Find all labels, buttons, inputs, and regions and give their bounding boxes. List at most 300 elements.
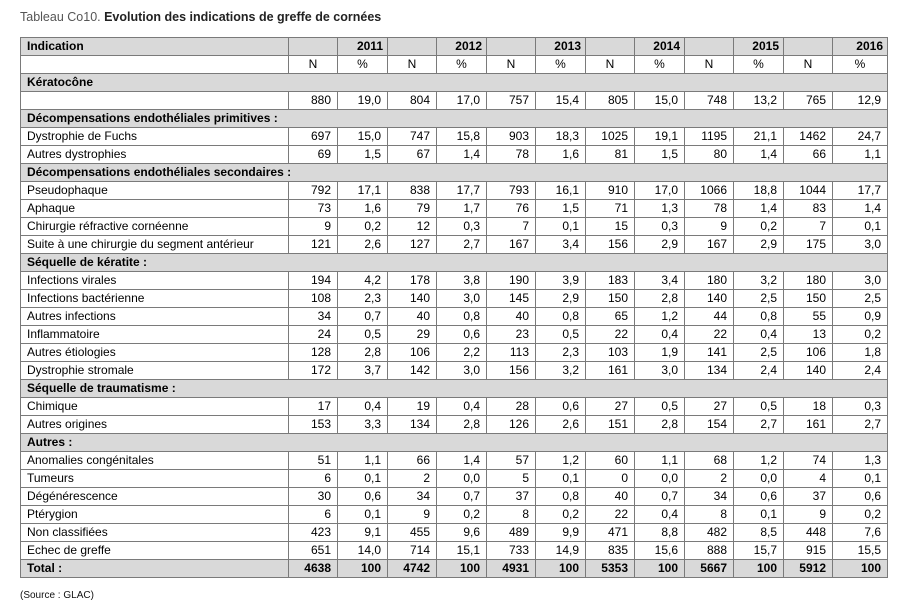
cell-count: 34	[388, 488, 437, 506]
header-pct: %	[338, 56, 388, 74]
cell-count: 714	[388, 542, 437, 560]
cell-count: 9	[289, 218, 338, 236]
header-year-row	[21, 38, 888, 56]
table-row	[21, 506, 888, 524]
cell-percent: 2,9	[536, 290, 586, 308]
header-year-empty	[388, 38, 437, 56]
cell-count: 150	[784, 290, 833, 308]
table-row	[21, 272, 888, 290]
section-title: Décompensations endothéliales primitives :	[21, 110, 888, 128]
cell-percent: 1,1	[635, 452, 685, 470]
cell-count: 73	[289, 200, 338, 218]
cell-percent: 2,5	[833, 290, 888, 308]
cell-count: 40	[586, 488, 635, 506]
table-row	[21, 92, 888, 110]
cell-percent: 2,7	[437, 236, 487, 254]
cell-count: 55	[784, 308, 833, 326]
cell-count: 8	[685, 506, 734, 524]
cell-percent: 0,8	[734, 308, 784, 326]
table-row	[21, 542, 888, 560]
cell-count: 74	[784, 452, 833, 470]
cell-percent: 3,0	[437, 362, 487, 380]
table-row	[21, 488, 888, 506]
cell-count: 140	[388, 290, 437, 308]
table-row	[21, 452, 888, 470]
cell-percent: 1,8	[833, 344, 888, 362]
cell-percent: 9,9	[536, 524, 586, 542]
header-indication: Indication	[21, 38, 289, 56]
cell-count: 37	[487, 488, 536, 506]
cell-count: 24	[289, 326, 338, 344]
total-row	[21, 560, 888, 578]
cell-count: 489	[487, 524, 536, 542]
row-label: Infections virales	[21, 272, 289, 290]
section-title: Autres :	[21, 434, 888, 452]
table-body	[21, 38, 888, 578]
cell-percent: 0,2	[833, 506, 888, 524]
row-label: Chirurgie réfractive cornéenne	[21, 218, 289, 236]
header-year-empty	[487, 38, 536, 56]
cell-percent: 14,9	[536, 542, 586, 560]
table-row	[21, 128, 888, 146]
cell-count: 6	[289, 470, 338, 488]
cell-percent: 1,4	[437, 452, 487, 470]
section-header-row	[21, 164, 888, 182]
cell-count: 8	[487, 506, 536, 524]
cell-percent: 1,2	[734, 452, 784, 470]
cell-count: 27	[586, 398, 635, 416]
table-row	[21, 218, 888, 236]
cell-percent: 0,4	[437, 398, 487, 416]
cell-percent: 3,4	[536, 236, 586, 254]
header-year: 2015	[734, 38, 784, 56]
cell-percent: 0,6	[536, 398, 586, 416]
cell-count: 2	[685, 470, 734, 488]
cell-count: 76	[487, 200, 536, 218]
cell-count: 12	[388, 218, 437, 236]
cell-percent: 1,4	[833, 200, 888, 218]
cell-percent: 0,3	[437, 218, 487, 236]
cell-count: 471	[586, 524, 635, 542]
row-label: Echec de greffe	[21, 542, 289, 560]
header-pct: %	[536, 56, 586, 74]
cell-count: 30	[289, 488, 338, 506]
cell-percent: 2,9	[734, 236, 784, 254]
header-n: N	[388, 56, 437, 74]
cell-percent: 0,6	[338, 488, 388, 506]
cell-count: 733	[487, 542, 536, 560]
header-year: 2014	[635, 38, 685, 56]
cell-percent: 14,0	[338, 542, 388, 560]
table-title-text: Evolution des indications de greffe de cornées	[100, 10, 382, 24]
cell-count: 482	[685, 524, 734, 542]
section-header-row	[21, 110, 888, 128]
cell-percent: 3,9	[536, 272, 586, 290]
row-label: Aphaque	[21, 200, 289, 218]
source-note: (Source : GLAC)	[20, 590, 94, 601]
row-label	[21, 92, 289, 110]
row-label: Autres étiologies	[21, 344, 289, 362]
cell-percent: 15,6	[635, 542, 685, 560]
cell-count: 9	[784, 506, 833, 524]
total-percent: 100	[437, 560, 487, 578]
total-percent: 100	[635, 560, 685, 578]
cell-count: 127	[388, 236, 437, 254]
cell-count: 178	[388, 272, 437, 290]
total-percent: 100	[338, 560, 388, 578]
cell-count: 66	[388, 452, 437, 470]
cell-count: 57	[487, 452, 536, 470]
cell-percent: 0,4	[635, 326, 685, 344]
total-count: 5667	[685, 560, 734, 578]
cell-count: 22	[685, 326, 734, 344]
table-row	[21, 290, 888, 308]
table-row	[21, 416, 888, 434]
row-label: Tumeurs	[21, 470, 289, 488]
cell-percent: 1,2	[635, 308, 685, 326]
cell-percent: 0,3	[635, 218, 685, 236]
cell-percent: 0,6	[833, 488, 888, 506]
cell-count: 140	[685, 290, 734, 308]
cell-percent: 0,4	[338, 398, 388, 416]
cell-percent: 1,3	[635, 200, 685, 218]
cell-percent: 18,3	[536, 128, 586, 146]
cell-percent: 0,2	[833, 326, 888, 344]
cell-count: 81	[586, 146, 635, 164]
header-pct: %	[635, 56, 685, 74]
row-label: Anomalies congénitales	[21, 452, 289, 470]
cell-percent: 2,6	[338, 236, 388, 254]
cell-count: 194	[289, 272, 338, 290]
cell-percent: 2,8	[437, 416, 487, 434]
cell-percent: 15,5	[833, 542, 888, 560]
cell-percent: 8,8	[635, 524, 685, 542]
cell-count: 83	[784, 200, 833, 218]
row-label: Pseudophaque	[21, 182, 289, 200]
cell-percent: 15,8	[437, 128, 487, 146]
cell-count: 2	[388, 470, 437, 488]
cell-percent: 8,5	[734, 524, 784, 542]
cell-count: 113	[487, 344, 536, 362]
cell-percent: 0,7	[338, 308, 388, 326]
table-row	[21, 524, 888, 542]
table-row	[21, 200, 888, 218]
header-pct: %	[734, 56, 784, 74]
cell-count: 121	[289, 236, 338, 254]
cell-count: 697	[289, 128, 338, 146]
cell-percent: 1,4	[437, 146, 487, 164]
cell-percent: 0,4	[734, 326, 784, 344]
cell-count: 9	[388, 506, 437, 524]
row-label: Dystrophie de Fuchs	[21, 128, 289, 146]
header-n: N	[784, 56, 833, 74]
cell-percent: 17,0	[635, 182, 685, 200]
cell-count: 9	[685, 218, 734, 236]
cell-percent: 3,8	[437, 272, 487, 290]
cell-percent: 3,2	[734, 272, 784, 290]
cell-percent: 0,2	[536, 506, 586, 524]
table-title	[20, 10, 381, 24]
cell-percent: 1,1	[833, 146, 888, 164]
row-label: Inflammatoire	[21, 326, 289, 344]
cell-percent: 1,4	[734, 146, 784, 164]
cell-count: 0	[586, 470, 635, 488]
section-header-row	[21, 254, 888, 272]
table-row	[21, 398, 888, 416]
cell-count: 29	[388, 326, 437, 344]
cell-percent: 0,6	[437, 326, 487, 344]
cell-count: 22	[586, 326, 635, 344]
cell-percent: 1,4	[734, 200, 784, 218]
cell-percent: 0,5	[338, 326, 388, 344]
cell-percent: 17,0	[437, 92, 487, 110]
cell-count: 1066	[685, 182, 734, 200]
cell-count: 183	[586, 272, 635, 290]
cell-percent: 1,7	[437, 200, 487, 218]
cell-count: 151	[586, 416, 635, 434]
cell-count: 134	[685, 362, 734, 380]
cell-count: 67	[388, 146, 437, 164]
cell-count: 106	[784, 344, 833, 362]
cell-count: 7	[784, 218, 833, 236]
cell-percent: 0,3	[833, 398, 888, 416]
cell-percent: 0,4	[635, 506, 685, 524]
cell-count: 142	[388, 362, 437, 380]
table-row	[21, 146, 888, 164]
cell-percent: 12,9	[833, 92, 888, 110]
row-label: Dégénérescence	[21, 488, 289, 506]
header-year: 2011	[338, 38, 388, 56]
cell-percent: 21,1	[734, 128, 784, 146]
cell-count: 1195	[685, 128, 734, 146]
cell-percent: 0,7	[635, 488, 685, 506]
header-unit-row	[21, 56, 888, 74]
cell-percent: 3,0	[437, 290, 487, 308]
cell-percent: 3,4	[635, 272, 685, 290]
cell-percent: 0,7	[437, 488, 487, 506]
cell-percent: 0,1	[833, 218, 888, 236]
section-header-row	[21, 434, 888, 452]
total-count: 4931	[487, 560, 536, 578]
cell-percent: 15,7	[734, 542, 784, 560]
cell-percent: 0,0	[734, 470, 784, 488]
cell-percent: 3,7	[338, 362, 388, 380]
cell-count: 19	[388, 398, 437, 416]
cell-percent: 19,0	[338, 92, 388, 110]
table-row	[21, 182, 888, 200]
cell-percent: 0,1	[338, 470, 388, 488]
cell-count: 23	[487, 326, 536, 344]
cell-count: 145	[487, 290, 536, 308]
cell-count: 60	[586, 452, 635, 470]
cell-percent: 18,8	[734, 182, 784, 200]
cell-percent: 17,7	[833, 182, 888, 200]
cell-percent: 0,1	[536, 470, 586, 488]
cell-percent: 2,2	[437, 344, 487, 362]
cell-percent: 1,6	[338, 200, 388, 218]
cell-count: 1462	[784, 128, 833, 146]
cell-percent: 2,7	[833, 416, 888, 434]
cell-percent: 3,0	[833, 236, 888, 254]
row-label: Infections bactérienne	[21, 290, 289, 308]
cell-percent: 16,1	[536, 182, 586, 200]
cell-count: 22	[586, 506, 635, 524]
cell-percent: 9,6	[437, 524, 487, 542]
section-header-row	[21, 380, 888, 398]
section-title: Séquelle de traumatisme :	[21, 380, 888, 398]
cell-count: 40	[487, 308, 536, 326]
cell-count: 141	[685, 344, 734, 362]
row-label: Ptérygion	[21, 506, 289, 524]
cell-percent: 0,0	[437, 470, 487, 488]
cell-count: 448	[784, 524, 833, 542]
cell-count: 103	[586, 344, 635, 362]
cell-count: 13	[784, 326, 833, 344]
cell-count: 423	[289, 524, 338, 542]
cell-count: 126	[487, 416, 536, 434]
table-row	[21, 344, 888, 362]
header-pct: %	[437, 56, 487, 74]
row-label: Chimique	[21, 398, 289, 416]
header-year: 2013	[536, 38, 586, 56]
cell-percent: 1,9	[635, 344, 685, 362]
table-title-label: Tableau Co10.	[20, 10, 101, 24]
cell-percent: 9,1	[338, 524, 388, 542]
cell-count: 161	[586, 362, 635, 380]
cell-count: 167	[685, 236, 734, 254]
cell-percent: 0,5	[536, 326, 586, 344]
cell-percent: 2,4	[734, 362, 784, 380]
cell-percent: 0,9	[833, 308, 888, 326]
cell-percent: 0,1	[536, 218, 586, 236]
table-row	[21, 236, 888, 254]
cell-percent: 0,8	[437, 308, 487, 326]
cell-percent: 1,1	[338, 452, 388, 470]
total-percent: 100	[734, 560, 784, 578]
cell-count: 71	[586, 200, 635, 218]
cell-percent: 19,1	[635, 128, 685, 146]
cell-count: 835	[586, 542, 635, 560]
cell-count: 915	[784, 542, 833, 560]
cell-count: 793	[487, 182, 536, 200]
row-label: Suite à une chirurgie du segment antérieur	[21, 236, 289, 254]
cell-count: 748	[685, 92, 734, 110]
cell-percent: 15,0	[338, 128, 388, 146]
cell-percent: 3,3	[338, 416, 388, 434]
cell-count: 28	[487, 398, 536, 416]
cell-count: 17	[289, 398, 338, 416]
cell-percent: 0,1	[734, 506, 784, 524]
cell-percent: 0,6	[734, 488, 784, 506]
row-label: Autres origines	[21, 416, 289, 434]
cell-percent: 2,6	[536, 416, 586, 434]
total-percent: 100	[833, 560, 888, 578]
cell-percent: 1,6	[536, 146, 586, 164]
cell-count: 1044	[784, 182, 833, 200]
cell-count: 153	[289, 416, 338, 434]
header-n: N	[487, 56, 536, 74]
row-label: Dystrophie stromale	[21, 362, 289, 380]
cell-count: 757	[487, 92, 536, 110]
cell-percent: 4,2	[338, 272, 388, 290]
cell-count: 765	[784, 92, 833, 110]
cell-count: 804	[388, 92, 437, 110]
cell-percent: 0,8	[536, 488, 586, 506]
cell-count: 51	[289, 452, 338, 470]
table-row	[21, 362, 888, 380]
header-unit-empty	[21, 56, 289, 74]
cell-percent: 2,7	[734, 416, 784, 434]
cell-count: 7	[487, 218, 536, 236]
total-count: 4638	[289, 560, 338, 578]
cell-percent: 2,3	[338, 290, 388, 308]
cell-percent: 24,7	[833, 128, 888, 146]
header-n: N	[685, 56, 734, 74]
total-count: 5912	[784, 560, 833, 578]
cell-percent: 7,6	[833, 524, 888, 542]
table-row	[21, 308, 888, 326]
cell-percent: 13,2	[734, 92, 784, 110]
row-label: Non classifiées	[21, 524, 289, 542]
total-label: Total :	[21, 560, 289, 578]
cell-count: 34	[289, 308, 338, 326]
total-count: 5353	[586, 560, 635, 578]
section-header-row	[21, 74, 888, 92]
cell-percent: 0,5	[635, 398, 685, 416]
cell-count: 805	[586, 92, 635, 110]
cell-count: 792	[289, 182, 338, 200]
cell-count: 44	[685, 308, 734, 326]
cell-count: 134	[388, 416, 437, 434]
cell-count: 910	[586, 182, 635, 200]
cell-count: 66	[784, 146, 833, 164]
cell-count: 1025	[586, 128, 635, 146]
cell-percent: 2,9	[635, 236, 685, 254]
cell-count: 40	[388, 308, 437, 326]
table-row	[21, 470, 888, 488]
cell-percent: 2,5	[734, 290, 784, 308]
cell-count: 80	[685, 146, 734, 164]
header-year-empty	[586, 38, 635, 56]
cell-count: 172	[289, 362, 338, 380]
cell-count: 167	[487, 236, 536, 254]
cell-count: 18	[784, 398, 833, 416]
cell-count: 69	[289, 146, 338, 164]
cell-percent: 3,2	[536, 362, 586, 380]
cell-percent: 17,1	[338, 182, 388, 200]
cell-count: 4	[784, 470, 833, 488]
cell-count: 37	[784, 488, 833, 506]
cell-percent: 3,0	[833, 272, 888, 290]
cell-percent: 1,2	[536, 452, 586, 470]
header-n: N	[586, 56, 635, 74]
cell-count: 888	[685, 542, 734, 560]
cell-count: 140	[784, 362, 833, 380]
cell-count: 6	[289, 506, 338, 524]
cell-percent: 15,1	[437, 542, 487, 560]
cell-percent: 3,0	[635, 362, 685, 380]
cell-percent: 1,3	[833, 452, 888, 470]
cell-percent: 0,8	[536, 308, 586, 326]
cell-percent: 15,4	[536, 92, 586, 110]
row-label: Autres dystrophies	[21, 146, 289, 164]
cell-count: 78	[685, 200, 734, 218]
cell-count: 156	[487, 362, 536, 380]
section-title: Séquelle de kératite :	[21, 254, 888, 272]
cell-count: 108	[289, 290, 338, 308]
cell-count: 5	[487, 470, 536, 488]
cell-percent: 1,5	[536, 200, 586, 218]
